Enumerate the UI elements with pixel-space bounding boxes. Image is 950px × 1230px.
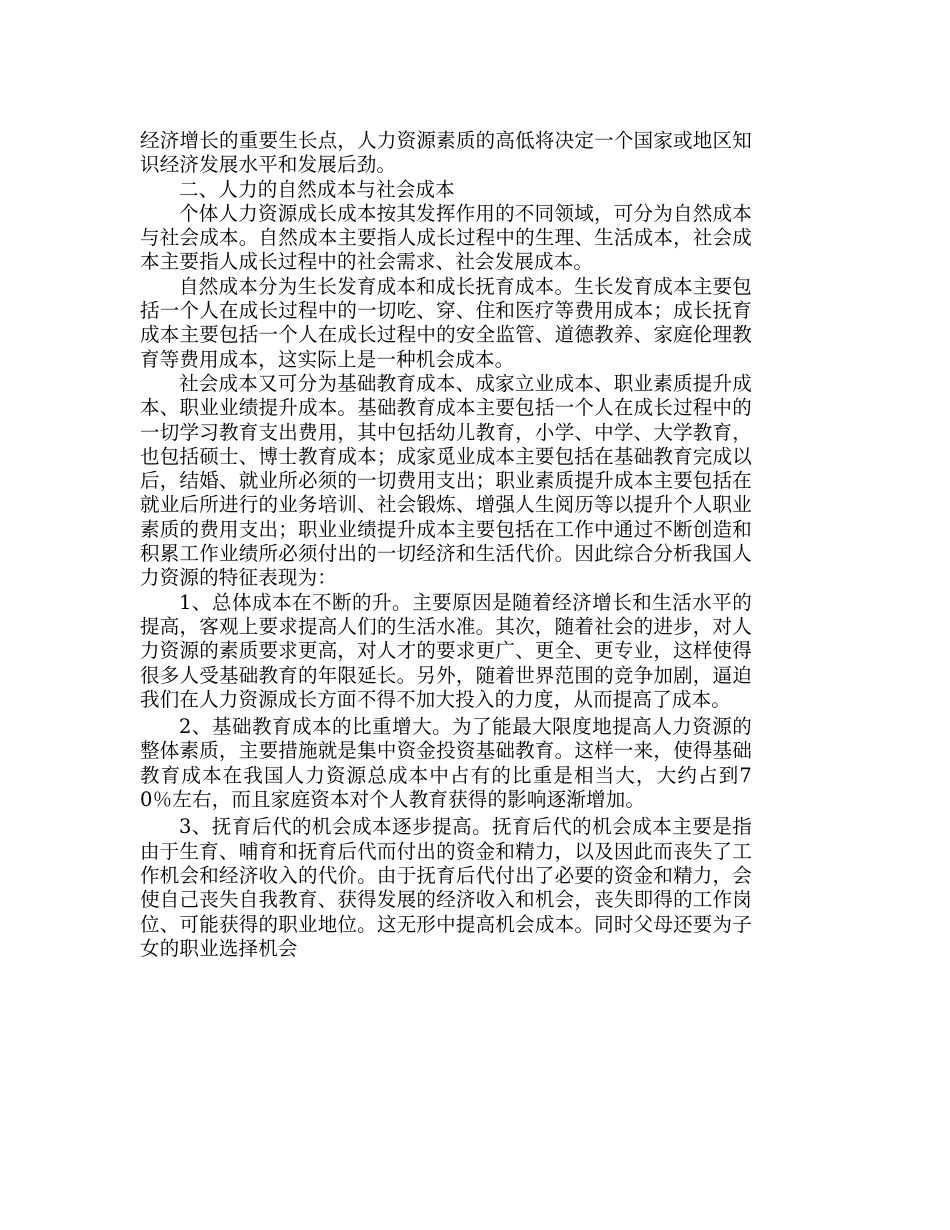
section-heading: 二、人力的自然成本与社会成本	[179, 177, 455, 201]
list-item-3: 3、抚育后代的机会成本逐步提高。抚育后代的机会成本主要是指由于生育、哺育和抚育后代而付出的资金和精力，以及因此而丧失了工作机会和经济收入的代价。由于抚育后代付出了必要的资金和精力，会使自己丧失自我教育、获得发展的经济收入和机会，丧失即得的工作岗位、可能获得的职业地位。这无形中提高机会成本。同时父母还要为子女的职业选择机会	[140, 815, 752, 960]
paragraph-3: 个体人力资源成长成本按其发挥作用的不同领域，可分为自然成本与社会成本。自然成本主要指人成长过程中的生理、生活成本，社会成本主要指人成长过程中的社会需求、社会发展成本。	[140, 201, 752, 274]
paragraph-5: 社会成本又可分为基础教育成本、成家立业成本、职业素质提升成本、职业业绩提升成本。基础教育成本主要包括一个人在成长过程中的一切学习教育支出费用，其中包括幼儿教育，小学、中学、大学教育，也包括硕士、博士教育成本；成家觅业成本主要包括在基础教育完成以后，结婚、就业所必须的一切费用支出；职业素质提升成本主要包括在就业后所进行的业务培训、社会锻炼、增强人生阅历等以提升个人职业素质的费用支出；职业业绩提升成本主要包括在工作中通过不断创造和积累工作业绩所必须付出的一切经济和生活代价。因此综合分析我国人力资源的特征表现为：	[140, 371, 752, 590]
paragraph-4: 自然成本分为生长发育成本和成长抚育成本。生长发育成本主要包括一个人在成长过程中的一切吃、穿、住和医疗等费用成本；成长抚育成本主要包括一个人在成长过程中的安全监管、道德教养、家庭伦理教育等费用成本，这实际上是一种机会成本。	[140, 274, 752, 371]
document-body	[140, 129, 752, 961]
list-item-1: 1、总体成本在不断的升。主要原因是随着经济增长和生活水平的提高，客观上要求提高人们的生活水准。其次，随着社会的进步，对人力资源的素质要求更高，对人才的要求更广、更全、更专业，这样使得很多人受基础教育的年限延长。另外，随着世界范围的竞争加剧，逼迫我们在人力资源成长方面不得不加大投入的力度，从而提高了成本。	[140, 590, 752, 711]
list-item-2: 2、基础教育成本的比重增大。为了能最大限度地提高人力资源的整体素质，主要措施就是集中资金投资基础教育。这样一来，使得基础教育成本在我国人力资源总成本中占有的比重是相当大，大约占到70％左右，而且家庭资本对个人教育获得的影响逐渐增加。	[140, 715, 752, 812]
paragraph-1: 经济增长的重要生长点，人力资源素质的高低将决定一个国家或地区知识经济发展水平和发展后劲。	[140, 129, 752, 177]
